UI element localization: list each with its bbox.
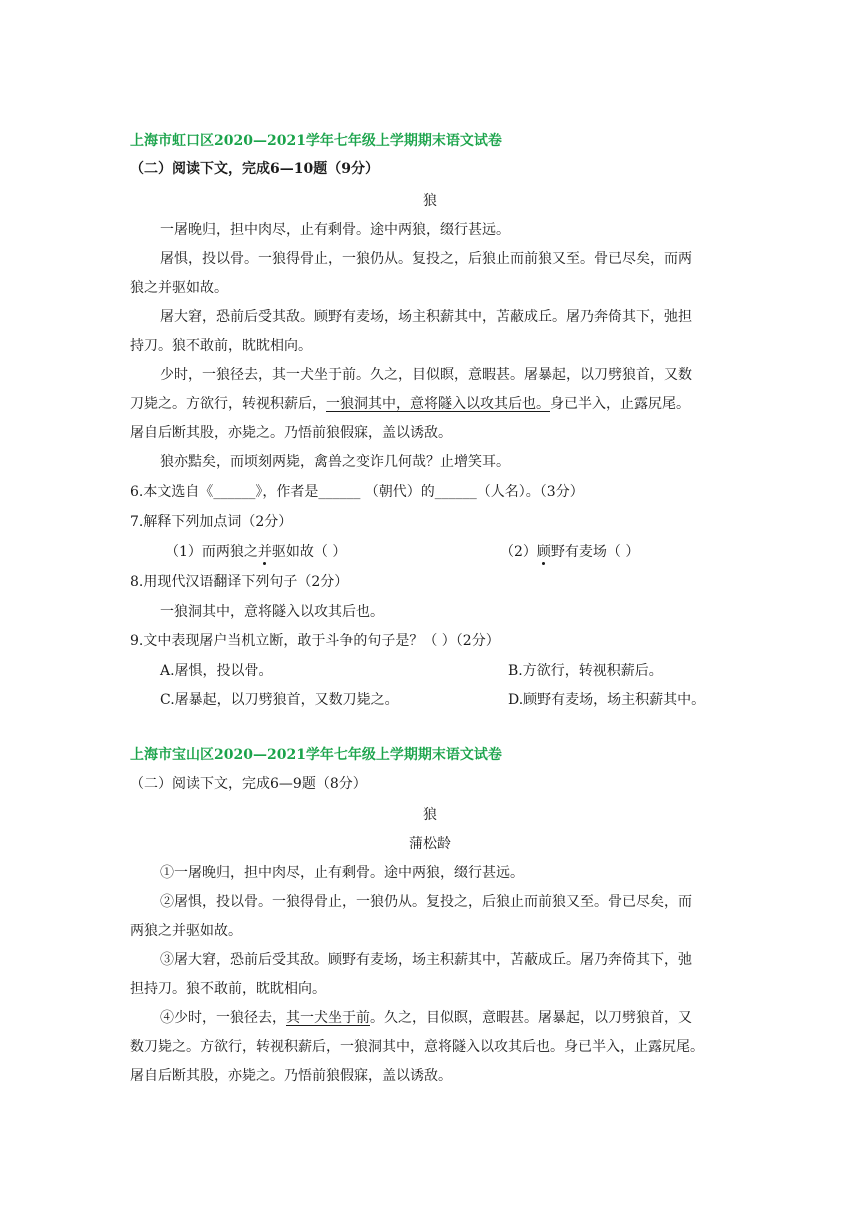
question-6: 6.本文选自《______》，作者是______ （朝代）的______（人名）。（3分） xyxy=(130,484,584,500)
question-7-item-2 xyxy=(500,542,730,562)
section2-subtitle: （二）阅读下文，完成6—9题（8分） xyxy=(130,776,367,792)
section2-paragraph-3b: 担持刀。狼不敢前，眈眈相向。 xyxy=(130,981,326,997)
section1-underlined-sentence: 一狼洞其中，意将隧入以攻其后也。 xyxy=(326,396,550,412)
section1-paragraph-3a: 屠大窘，恐前后受其敌。顾野有麦场，场主积薪其中，苫蔽成丘。屠乃奔倚其下，弛担 xyxy=(160,309,692,325)
question-7-item-1-pre: （1）而两狼之 xyxy=(165,544,258,560)
section1-paragraph-4b xyxy=(130,394,730,414)
section1-paragraph-4b-pre: 刀毙之。方欲行，转视积薪后， xyxy=(130,396,326,412)
section2-paragraph-3a: ③屠大窘，恐前后受其敌。顾野有麦场，场主积薪其中，苫蔽成丘。屠乃奔倚其下，弛 xyxy=(160,952,692,968)
question-7: 7.解释下列加点词（2分） xyxy=(130,514,293,530)
section2-underlined-phrase: 其一犬坐于前 xyxy=(286,1010,370,1026)
question-9: 9.文中表现屠户当机立断，敢于斗争的句子是？（ ）（2分） xyxy=(130,633,500,649)
section1-subtitle: （二）阅读下文，完成6—10题（9分） xyxy=(130,161,379,177)
section1-paragraph-4c: 屠自后断其股，亦毙之。乃悟前狼假寐，盖以诱敌。 xyxy=(130,425,452,441)
section2-author: 蒲松龄 xyxy=(409,836,451,852)
section2-poem-title: 狼 xyxy=(423,807,437,823)
section2-paragraph-1: ①一屠晚归，担中肉尽，止有剩骨。途中两狼，缀行甚远。 xyxy=(160,865,524,881)
section2-paragraph-2a: ②屠惧，投以骨。一狼得骨止，一狼仍从。复投之，后狼止而前狼又至。骨已尽矣，而 xyxy=(160,894,692,910)
section1-paragraph-3b: 持刀。狼不敢前，眈眈相向。 xyxy=(130,338,312,354)
dotted-word-1: 并 xyxy=(257,544,272,560)
option-d: D.顾野有麦场，场主积薪其中。 xyxy=(508,692,706,708)
section1-paragraph-2b: 狼之并驱如故。 xyxy=(130,280,228,296)
section2-paragraph-4b: 数刀毙之。方欲行，转视积薪后，一狼洞其中，意将隧入以攻其后也。身已半入，止露尻尾。 xyxy=(130,1039,704,1055)
question-7-item-1-post: 驱如故（ ） xyxy=(271,544,347,560)
option-b: B.方欲行，转视积薪后。 xyxy=(508,663,663,679)
section2-title: 上海市宝山区2020—2021学年七年级上学期期末语文试卷 xyxy=(130,747,502,763)
section1-title: 上海市虹口区2020—2021学年七年级上学期期末语文试卷 xyxy=(130,133,502,149)
dotted-word-2: 顾 xyxy=(536,544,551,560)
question-7-item-2-pre: （2） xyxy=(500,544,537,560)
section2-paragraph-2b: 两狼之并驱如故。 xyxy=(130,923,242,939)
question-8-sentence: 一狼洞其中，意将隧入以攻其后也。 xyxy=(160,604,384,620)
section1-paragraph-4a: 少时，一狼径去，其一犬坐于前。久之，目似瞑，意暇甚。屠暴起，以刀劈狼首，又数 xyxy=(160,367,692,383)
section1-paragraph-2a: 屠惧，投以骨。一狼得骨止，一狼仍从。复投之，后狼止而前狼又至。骨已尽矣，而两 xyxy=(160,251,692,267)
section1-poem-title: 狼 xyxy=(423,193,437,209)
question-7-item-2-post: 野有麦场（ ） xyxy=(550,544,640,560)
question-8: 8.用现代汉语翻译下列句子（2分） xyxy=(130,574,349,590)
section2-paragraph-4a-post: 。久之，目似瞑，意暇甚。屠暴起，以刀劈狼首，又 xyxy=(370,1010,692,1026)
section1-paragraph-1: 一屠晚归，担中肉尽，止有剩骨。途中两狼，缀行甚远。 xyxy=(160,222,510,238)
section2-paragraph-4c: 屠自后断其股，亦毙之。乃悟前狼假寐，盖以诱敌。 xyxy=(130,1068,452,1084)
section2-paragraph-4a-pre: ④少时，一狼径去， xyxy=(160,1010,286,1026)
option-a: A.屠惧，投以骨。 xyxy=(160,663,273,679)
section1-paragraph-4b-post: 身已半入，止露尻尾。 xyxy=(550,396,690,412)
option-c: C.屠暴起，以刀劈狼首，又数刀毙之。 xyxy=(160,692,399,708)
section1-paragraph-5: 狼亦黠矣，而顷刻两毙，禽兽之变诈几何哉？止增笑耳。 xyxy=(160,454,510,470)
section2-paragraph-4a xyxy=(160,1008,730,1028)
